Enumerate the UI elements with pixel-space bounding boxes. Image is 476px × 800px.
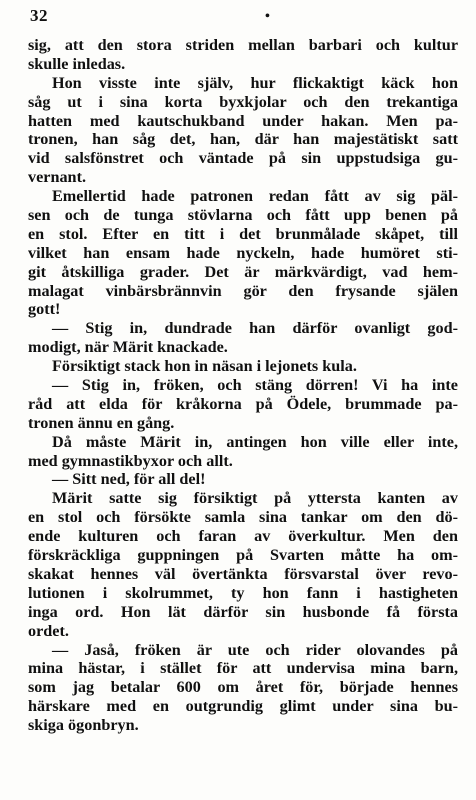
page-number: 32 xyxy=(30,6,48,25)
text-line: — Jaså, fröken är ute och rider olovandes på xyxy=(52,640,458,659)
text-line: gott! xyxy=(28,300,61,319)
header-mark: • xyxy=(265,9,270,24)
text-line: vilket han ensam hade nyckeln, hade humöret sti- xyxy=(28,243,458,262)
text-line: med gymnastikbyxor och allt. xyxy=(28,451,233,470)
text-line: sen och de tunga stövlarna och fått upp benen på xyxy=(28,206,458,225)
text-line: skakat hennes väl övertänkta försvarstal över revo- xyxy=(28,564,458,583)
text-line: hatten med kautschukband under hakan. Men pa- xyxy=(28,111,458,130)
text-line: Hon visste inte själv, hur flickaktigt käck hon xyxy=(52,73,458,92)
text-line: som jag betalar 600 om året för, började hennes xyxy=(28,678,458,697)
text-line: en stol. Efter en titt i det brunmålade skåpet, till xyxy=(28,224,458,243)
body-text xyxy=(28,36,458,735)
text-line: vernant. xyxy=(28,168,86,187)
text-line: — Stig in, fröken, och stäng dörren! Vi ha inte xyxy=(52,376,458,395)
text-line: mina hästar, i stället för att undervisa mina barn, xyxy=(28,659,458,678)
text-line: skulle inledas. xyxy=(28,54,126,73)
text-line: modigt, när Märit knackade. xyxy=(28,338,228,357)
text-line: Då måste Märit in, antingen hon ville eller inte, xyxy=(52,432,458,451)
text-line: — Stig in, dundrade han därför ovanligt god- xyxy=(52,319,458,338)
text-line: skiga ögonbryn. xyxy=(28,716,139,735)
text-line: inga ord. Hon lät därför sin husbonde få första xyxy=(28,602,458,621)
text-line: en stol och försökte samla sina tankar om den dö- xyxy=(28,508,458,527)
text-line: ordet. xyxy=(28,621,69,640)
text-line: — Sitt ned, för all del! xyxy=(52,470,206,489)
text-line: Märit satte sig försiktigt på yttersta kanten av xyxy=(52,489,458,508)
text-line: härskare med en outgrundig glimt under sina bu- xyxy=(28,697,458,716)
text-line: Emellertid hade patronen redan fått av sig päl- xyxy=(52,187,458,206)
text-line: förskräckliga guppningen på Svarten måtte ha om- xyxy=(28,546,458,565)
text-line: tronen, han såg det, han, där han majestätiskt satt xyxy=(28,130,458,149)
text-line: Försiktigt stack hon in näsan i lejonets kula. xyxy=(52,357,357,376)
text-line: ende kulturen och faran av överkultur. Men den xyxy=(28,527,458,546)
text-line: git åtskilliga grader. Det är märkvärdigt, vad hem- xyxy=(28,262,458,281)
text-line: tronen ännu en gång. xyxy=(28,413,175,432)
text-line: sig, att den stora striden mellan barbari och kultur xyxy=(28,36,458,54)
text-line: malagat vinbärsbrännvin gör den frysande själen xyxy=(28,281,458,300)
text-line: såg ut i sina korta byxkjolar och den trekantiga xyxy=(28,92,458,111)
text-line: vid salsfönstret och väntade på sin uppstudsiga gu- xyxy=(28,149,458,168)
text-line: lutionen i skolrummet, ty hon fann i hastigheten xyxy=(28,583,458,602)
text-line: råd att elda för kråkorna på Ödele, brummade pa- xyxy=(28,394,458,413)
